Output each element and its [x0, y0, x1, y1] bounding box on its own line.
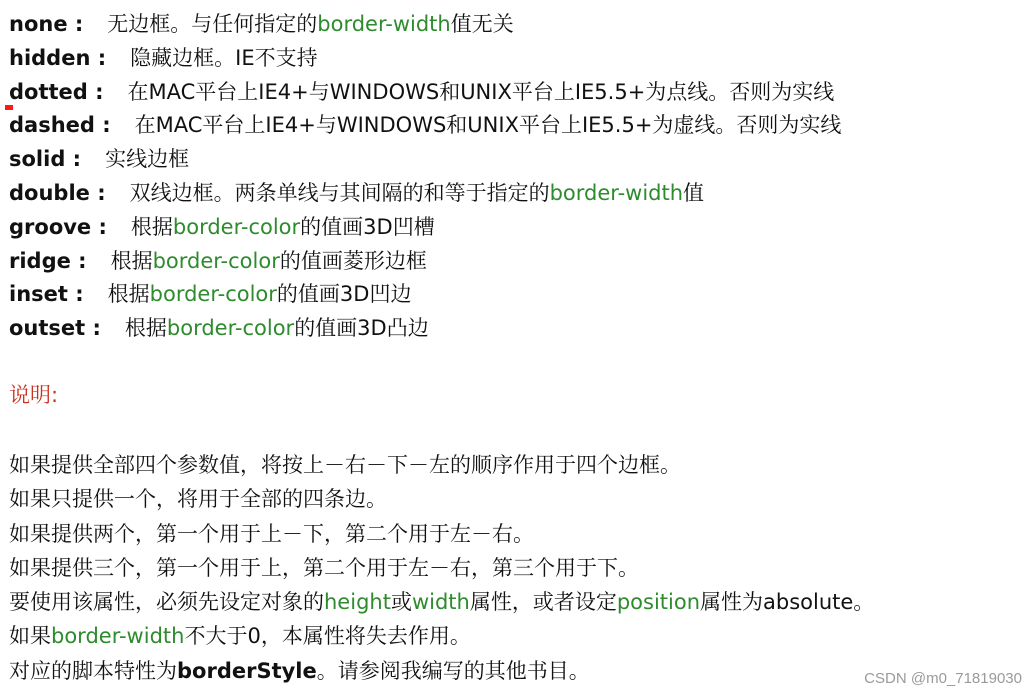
- note-line: [9, 482, 1019, 516]
- note-line: [9, 619, 1019, 653]
- text-segment: 的值画菱形边框: [279, 248, 427, 273]
- text-segment: 根据: [130, 214, 173, 239]
- text-segment: 要使用该属性，必须先设定对象的: [9, 590, 324, 615]
- border-style-row: [9, 42, 1019, 76]
- text-segment: 隐藏边框。IE不支持: [130, 45, 318, 70]
- note-line: [9, 585, 1019, 619]
- text-segment: 。请参阅我编写的其他书目。: [316, 658, 590, 683]
- text-segment: 的值画3D凹边: [276, 282, 412, 307]
- style-keyword: double :: [9, 180, 106, 205]
- style-description: [101, 316, 429, 340]
- border-style-row: [9, 109, 1019, 143]
- red-cursor-marker: [5, 105, 13, 110]
- style-keyword: ridge :: [9, 248, 87, 273]
- style-keyword: dashed :: [9, 113, 111, 138]
- text-segment: 根据: [124, 316, 167, 341]
- text-segment: 在MAC平台上IE4+与WINDOWS和UNIX平台上IE5.5+为虚线。否则为实线: [134, 113, 842, 138]
- border-style-row: [9, 76, 1019, 110]
- border-style-row: [9, 245, 1019, 279]
- style-description: [107, 215, 435, 239]
- text-segment: 根据: [110, 248, 153, 273]
- note-line: [9, 551, 1019, 585]
- style-description: [87, 249, 427, 273]
- text-segment: 双线边框。两条单线与其间隔的和等于指定的: [129, 180, 550, 205]
- text-segment: 属性，或者设定: [469, 590, 617, 615]
- text-segment: 属性为absolute。: [700, 590, 875, 615]
- text-segment: 如果提供全部四个参数值，将按上－右－下－左的顺序作用于四个边框。: [9, 453, 681, 477]
- note-line: [9, 517, 1019, 551]
- style-description: [84, 282, 412, 306]
- style-keyword: solid :: [9, 147, 82, 172]
- style-keyword: hidden :: [9, 45, 107, 70]
- style-description: [106, 46, 317, 70]
- highlighted-term: position: [616, 590, 701, 615]
- highlighted-term: border-color: [172, 214, 301, 239]
- border-style-row: [9, 278, 1019, 312]
- border-style-row: [9, 312, 1019, 346]
- highlighted-term: border-width: [317, 12, 451, 36]
- notes-list: [9, 448, 1019, 688]
- style-description: [111, 113, 842, 137]
- style-keyword: none :: [9, 12, 84, 36]
- text-segment: 或: [390, 590, 412, 615]
- style-description: [83, 12, 513, 36]
- border-style-row: [9, 211, 1019, 245]
- text-segment: 根据: [107, 282, 150, 307]
- text-segment: 的值画3D凸边: [294, 316, 429, 341]
- text-segment: 的值画3D凹槽: [300, 214, 435, 239]
- style-description: [106, 181, 704, 205]
- border-style-row: [9, 8, 1019, 42]
- bold-term: borderStyle: [177, 658, 317, 683]
- border-style-row: [9, 143, 1019, 177]
- highlighted-term: border-color: [152, 248, 280, 273]
- text-segment: 如果提供两个，第一个用于上－下，第二个用于左－右。: [9, 521, 534, 546]
- style-keyword: groove :: [9, 214, 107, 239]
- style-description: [81, 147, 189, 171]
- note-line: [9, 448, 1019, 482]
- border-style-row: [9, 177, 1019, 211]
- highlighted-term: width: [411, 590, 470, 615]
- text-segment: 值无关: [450, 12, 514, 36]
- text-segment: 如果只提供一个，将用于全部的四条边。: [9, 487, 387, 512]
- style-description: [104, 80, 835, 104]
- text-segment: 值: [683, 180, 705, 205]
- highlighted-term: border-color: [166, 316, 295, 341]
- text-segment: 如果提供三个，第一个用于上，第二个用于左－右，第三个用于下。: [9, 555, 639, 580]
- text-segment: 无边框。与任何指定的: [107, 12, 318, 36]
- text-segment: 不大于0，本属性将失去作用。: [184, 624, 471, 649]
- style-keyword: outset :: [9, 316, 101, 341]
- border-style-list: [9, 8, 1019, 346]
- text-segment: 在MAC平台上IE4+与WINDOWS和UNIX平台上IE5.5+为点线。否则为实线: [127, 79, 835, 104]
- highlighted-term: height: [324, 590, 391, 615]
- note-title: 说明:: [9, 383, 59, 407]
- text-segment: 实线边框: [105, 147, 190, 172]
- highlighted-term: border-color: [149, 282, 277, 307]
- text-segment: 如果: [9, 624, 51, 649]
- text-segment: 对应的脚本特性为: [9, 658, 177, 683]
- highlighted-term: border-width: [51, 624, 185, 649]
- style-keyword: dotted :: [9, 79, 104, 104]
- highlighted-term: border-width: [549, 180, 684, 205]
- watermark: CSDN @m0_71819030: [864, 670, 1022, 687]
- style-keyword: inset :: [9, 282, 84, 307]
